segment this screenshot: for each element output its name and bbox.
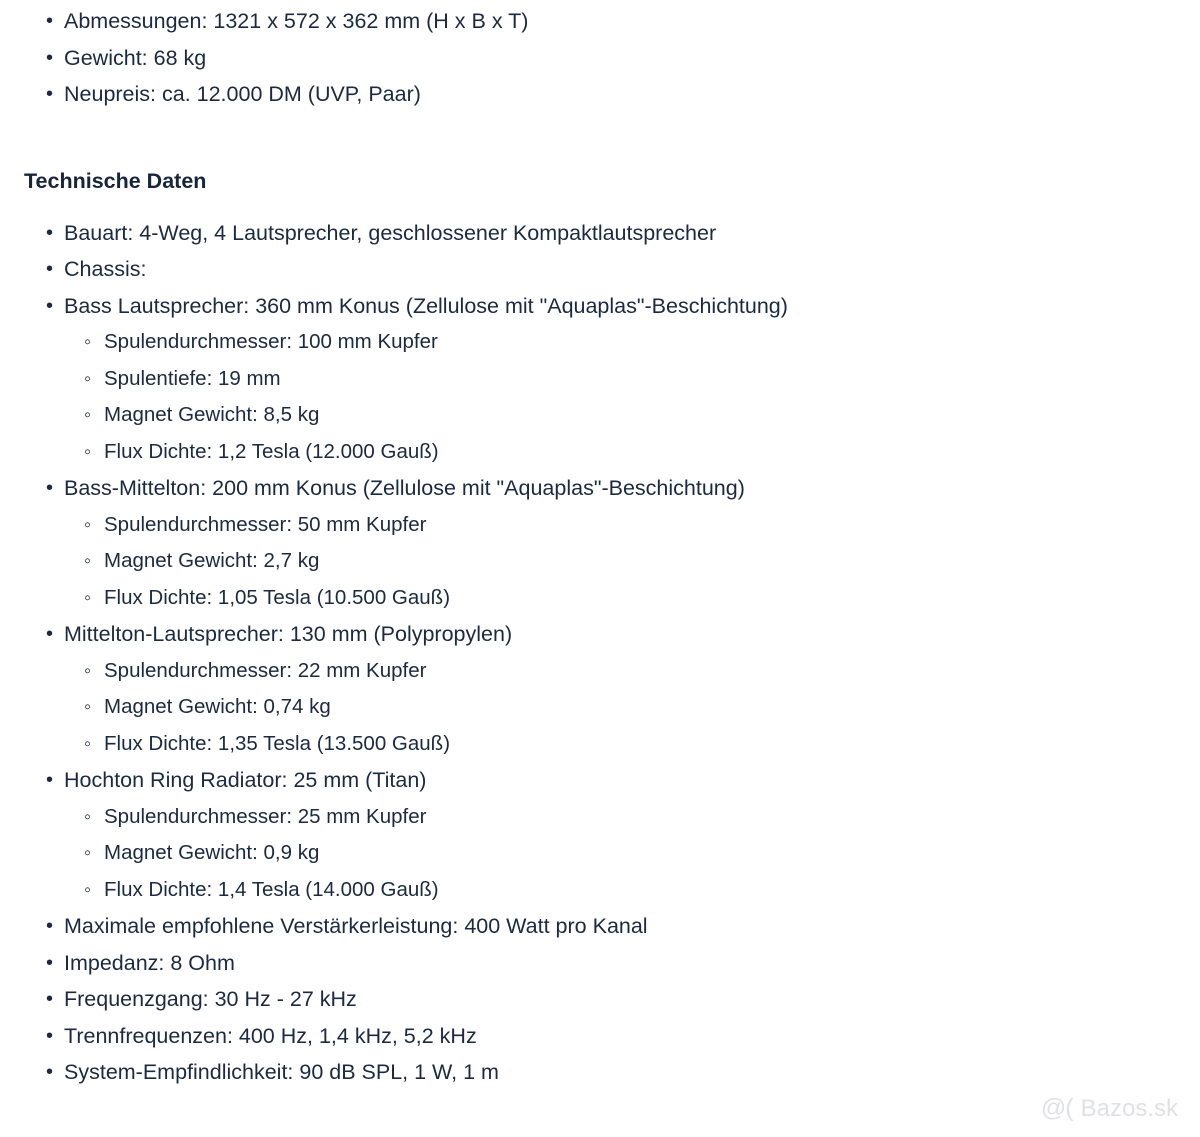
list-item-label: Chassis: [64, 257, 147, 281]
list-item-label: Magnet Gewicht: 0,74 kg [104, 695, 331, 718]
list-item-label: Hochton Ring Radiator: 25 mm (Titan) [64, 768, 427, 792]
watermark-at-icon: @( [1040, 1094, 1073, 1122]
list-item [24, 981, 1176, 1018]
list-item-label: Flux Dichte: 1,05 Tesla (10.500 Gauß) [104, 585, 451, 609]
list-item [24, 288, 1176, 471]
list-item-label: Flux Dichte: 1,35 Tesla (13.500 Gauß) [104, 731, 451, 755]
list-item [64, 653, 1176, 690]
list-item [64, 726, 1176, 763]
driver-sub-list [64, 653, 1176, 763]
list-item-label: Neupreis: ca. 12.000 DM (UVP, Paar) [64, 82, 421, 106]
list-item-label: Spulentiefe: 19 mm [104, 366, 281, 390]
list-item [64, 872, 1176, 909]
list-item-label: Flux Dichte: 1,4 Tesla (14.000 Gauß) [104, 877, 439, 901]
list-item [24, 945, 1176, 982]
list-item-label: Spulendurchmesser: 22 mm Kupfer [104, 658, 427, 682]
list-item [24, 251, 1176, 288]
list-item [24, 1054, 1176, 1091]
list-item-label: Bass-Mittelton: 200 mm Konus (Zellulose mit "Aquaplas"-Beschichtung) [64, 476, 745, 500]
list-item-label: Abmessungen: 1321 x 572 x 362 mm (H x B x T) [64, 9, 529, 33]
list-item-label: Frequenzgang: 30 Hz - 27 kHz [64, 987, 357, 1011]
driver-sub-list [64, 799, 1176, 909]
list-item [64, 324, 1176, 361]
list-item [24, 470, 1176, 616]
list-item [24, 908, 1176, 945]
driver-sub-list [64, 324, 1176, 470]
list-item-label: Impedanz: 8 Ohm [64, 950, 235, 975]
watermark-label: Bazos.sk [1080, 1094, 1178, 1122]
list-item-label: Mittelton-Lautsprecher: 130 mm (Polypropylen) [64, 622, 513, 646]
list-item [24, 40, 1176, 77]
list-item-label: Spulendurchmesser: 50 mm Kupfer [104, 512, 427, 536]
technical-data-list [24, 215, 1176, 1091]
list-item-label: Magnet Gewicht: 0,9 kg [104, 841, 320, 864]
list-item [64, 543, 1176, 580]
list-item-label: Spulendurchmesser: 25 mm Kupfer [104, 804, 427, 828]
list-item-label: Magnet Gewicht: 8,5 kg [104, 403, 320, 426]
list-item [24, 762, 1176, 908]
intro-spec-list-block [24, 0, 1176, 113]
list-item-label: Trennfrequenzen: 400 Hz, 1,4 kHz, 5,2 kHz [64, 1023, 477, 1048]
list-item [64, 835, 1176, 872]
page-title: Technische Daten [24, 168, 207, 193]
list-item-label: Maximale empfohlene Verstärkerleistung: 400 Watt pro Kanal [64, 914, 648, 938]
list-item-label: Spulendurchmesser: 100 mm Kupfer [104, 330, 438, 353]
watermark [1041, 1094, 1178, 1123]
spacer [24, 194, 1176, 215]
list-item-label: Flux Dichte: 1,2 Tesla (12.000 Gauß) [104, 439, 439, 463]
list-item [24, 1018, 1176, 1055]
spacer [24, 113, 1176, 169]
driver-sub-list [64, 507, 1176, 617]
list-item [24, 616, 1176, 762]
list-item [24, 215, 1176, 252]
list-item [64, 689, 1176, 726]
list-item-label: System-Empfindlichkeit: 90 dB SPL, 1 W, 1 m [64, 1060, 499, 1084]
list-item [64, 361, 1176, 398]
list-item-label: Magnet Gewicht: 2,7 kg [104, 549, 320, 572]
intro-spec-list [24, 3, 1176, 113]
list-item-label: Bauart: 4-Weg, 4 Lautsprecher, geschlossener Kompaktlautsprecher [64, 220, 717, 245]
list-item [64, 799, 1176, 836]
list-item [64, 397, 1176, 434]
list-item [64, 434, 1176, 471]
list-item [64, 580, 1176, 617]
list-item [64, 507, 1176, 544]
list-item-label: Bass Lautsprecher: 360 mm Konus (Zellulose mit "Aquaplas"-Beschichtung) [64, 293, 788, 318]
list-item-label: Gewicht: 68 kg [64, 45, 207, 70]
list-item [24, 3, 1176, 40]
list-item [24, 76, 1176, 113]
